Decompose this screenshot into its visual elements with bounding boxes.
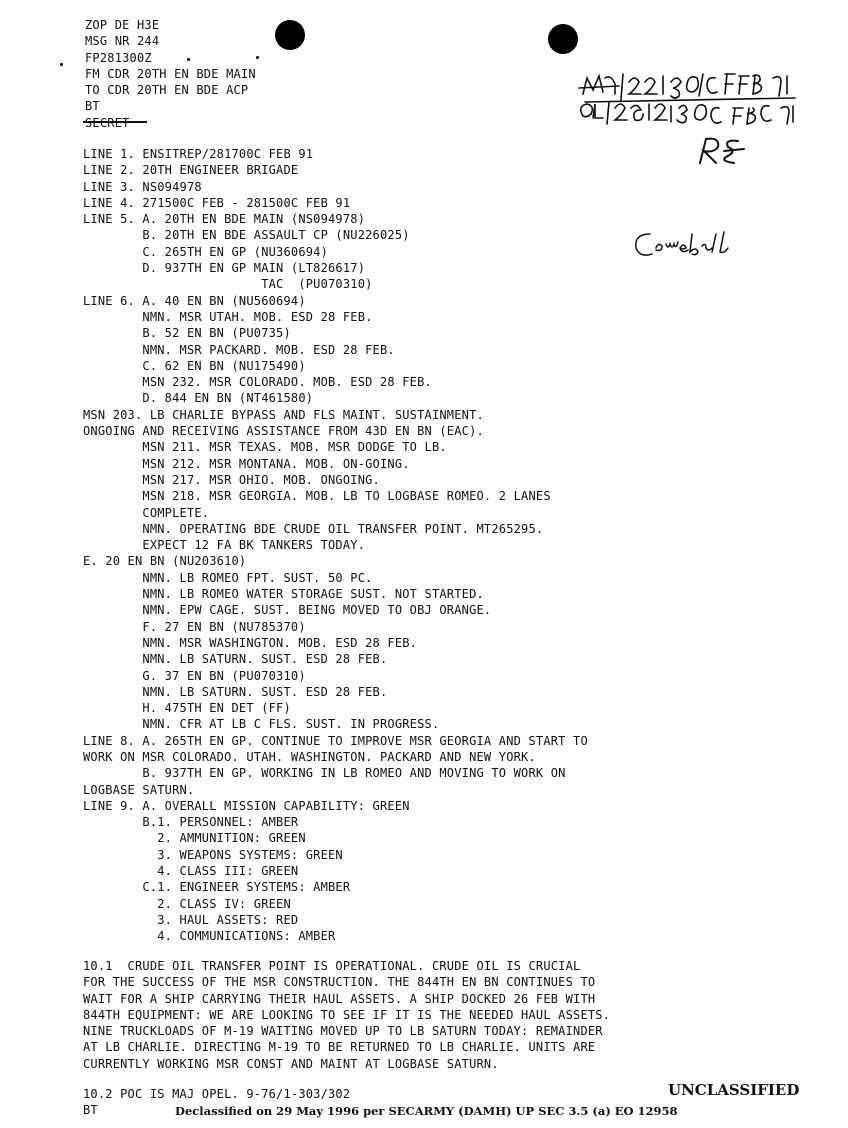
- report-body: LINE 1. ENSITREP/281700C FEB 91 LINE 2. 20TH ENGINEER BRIGADE LINE 3. NS094978 LINE 4. 271500C FEB - 281500C FEB 91 LINE 5. A. 20TH EN BDE MAIN (NS094978) B. 20TH EN BDE ASSAULT CP (NU226025) C. 265TH EN GP (NU360694) D. 937TH EN GP MAIN (LT826617) TAC (PU070310) LINE 6. A. 40 EN BN (NU560694) NMN. MSR UTAH. MOB. ESD 28 FEB. B. 52 EN BN (PU0735) NMN. MSR PACKARD. MOB. ESD 28 FEB. C. 62 EN BN (NU175490) MSN 232. MSR COLORADO. MOB. ESD 28 FEB. D. 844 EN BN (NT461580) MSN 203. LB CHARLIE BYPASS AND FLS MAINT. SUSTAINMENT. ONGOING AND RECEIVING ASSISTANCE FROM 43D EN BN (EAC). MSN 211. MSR TEXAS. MOB. MSR DODGE TO LB. MSN 212. MSR MONTANA. MOB. ON-GOING. MSN 217. MSR OHIO. MOB. ONGOING. MSN 218. MSR GEORGIA. MOB. LB TO LOGBASE ROMEO. 2 LANES COMPLETE. NMN. OPERATING BDE CRUDE OIL TRANSFER POINT. MT265295. EXPECT 12 FA BK TANKERS TODAY. E. 20 EN BN (NU203610) NMN. LB ROMEO FPT. SUST. 50 PC. NMN. LB ROMEO WATER STORAGE SUST. NOT STARTED. NMN. EPW CAGE. SUST. BEING MOVED TO OBJ ORANGE. F. 27 EN BN (NU785370) NMN. MSR WASHINGTON. MOB. ESD 28 FEB. NMN. LB SATURN. SUST. ESD 28 FEB. G. 37 EN BN (PU070310) NMN. LB SATURN. SUST. ESD 28 FEB. H. 475TH EN DET (FF) NMN. CFR AT LB C FLS. SUST. IN PROGRESS. LINE 8. A. 265TH EN GP. CONTINUE TO IMPROVE MSR GEORGIA AND START TO WORK ON MSR COLORADO. UTAH. WASHINGTON. PACKARD AND NEW YORK. B. 937TH EN GP. WORKING IN LB ROMEO AND MOVING TO WORK ON LOGBASE SATURN. LINE 9. A. OVERALL MISSION CAPABILITY: GREEN B.1. PERSONNEL: AMBER 2. AMMUNITION: GREEN 3. WEAPONS SYSTEMS: GREEN 4. CLASS III: GREEN C.1. ENGINEER SYSTEMS: AMBER 2. CLASS IV: GREEN 3. HAUL ASSETS: RED 4. COMMUNICATIONS: AMBER: [83, 147, 588, 944]
- classification-stamp: UNCLASSIFIED: [668, 1081, 800, 1099]
- classification-strikethrough: [83, 121, 147, 123]
- message-header: ZOP DE H3E MSG NR 244 FP281300Z FM CDR 20TH EN BDE MAIN TO CDR 20TH EN BDE ACP BT: [85, 18, 256, 114]
- declassification-notice: Declassified on 29 May 1996 per SECARMY (DAMH) UP SEC 3.5 (a) EO 12958: [175, 1104, 678, 1118]
- punch-hole-left: [275, 20, 305, 50]
- punch-hole-right: [548, 24, 578, 54]
- handwritten-dtg-annotation: [575, 66, 815, 128]
- margin-speck: [60, 63, 63, 66]
- narrative-paragraph: 10.1 CRUDE OIL TRANSFER POINT IS OPERATIONAL. CRUDE OIL IS CRUCIAL FOR THE SUCCESS OF THE MSR CONSTRUCTION. THE 844TH EN BN CONTINUES TO WAIT FOR A SHIP CARRYING THEIR HAUL ASSETS. A SHIP DOCKED 26 FEB WITH 844TH EQUIPMENT: WE ARE LOOKING TO SEE IF IT IS THE NEEDED HAUL ASSETS. NINE TRUCKLOADS OF M-19 WAITING MOVED UP TO LB SATURN TODAY: REMAINDER AT LB CHARLIE. DIRECTING M-19 TO BE RETURNED TO LB CHARLIE. UNITS ARE CURRENTLY WORKING MSR CONST AND MAINT AT LOGBASE SATURN.: [83, 959, 611, 1071]
- margin-speck: [256, 56, 259, 59]
- handwritten-initials: [694, 135, 754, 167]
- message-trailer: 10.2 POC IS MAJ OPEL. 9-76/1-303/302 BT: [83, 1087, 351, 1118]
- handwritten-signature: [632, 228, 752, 262]
